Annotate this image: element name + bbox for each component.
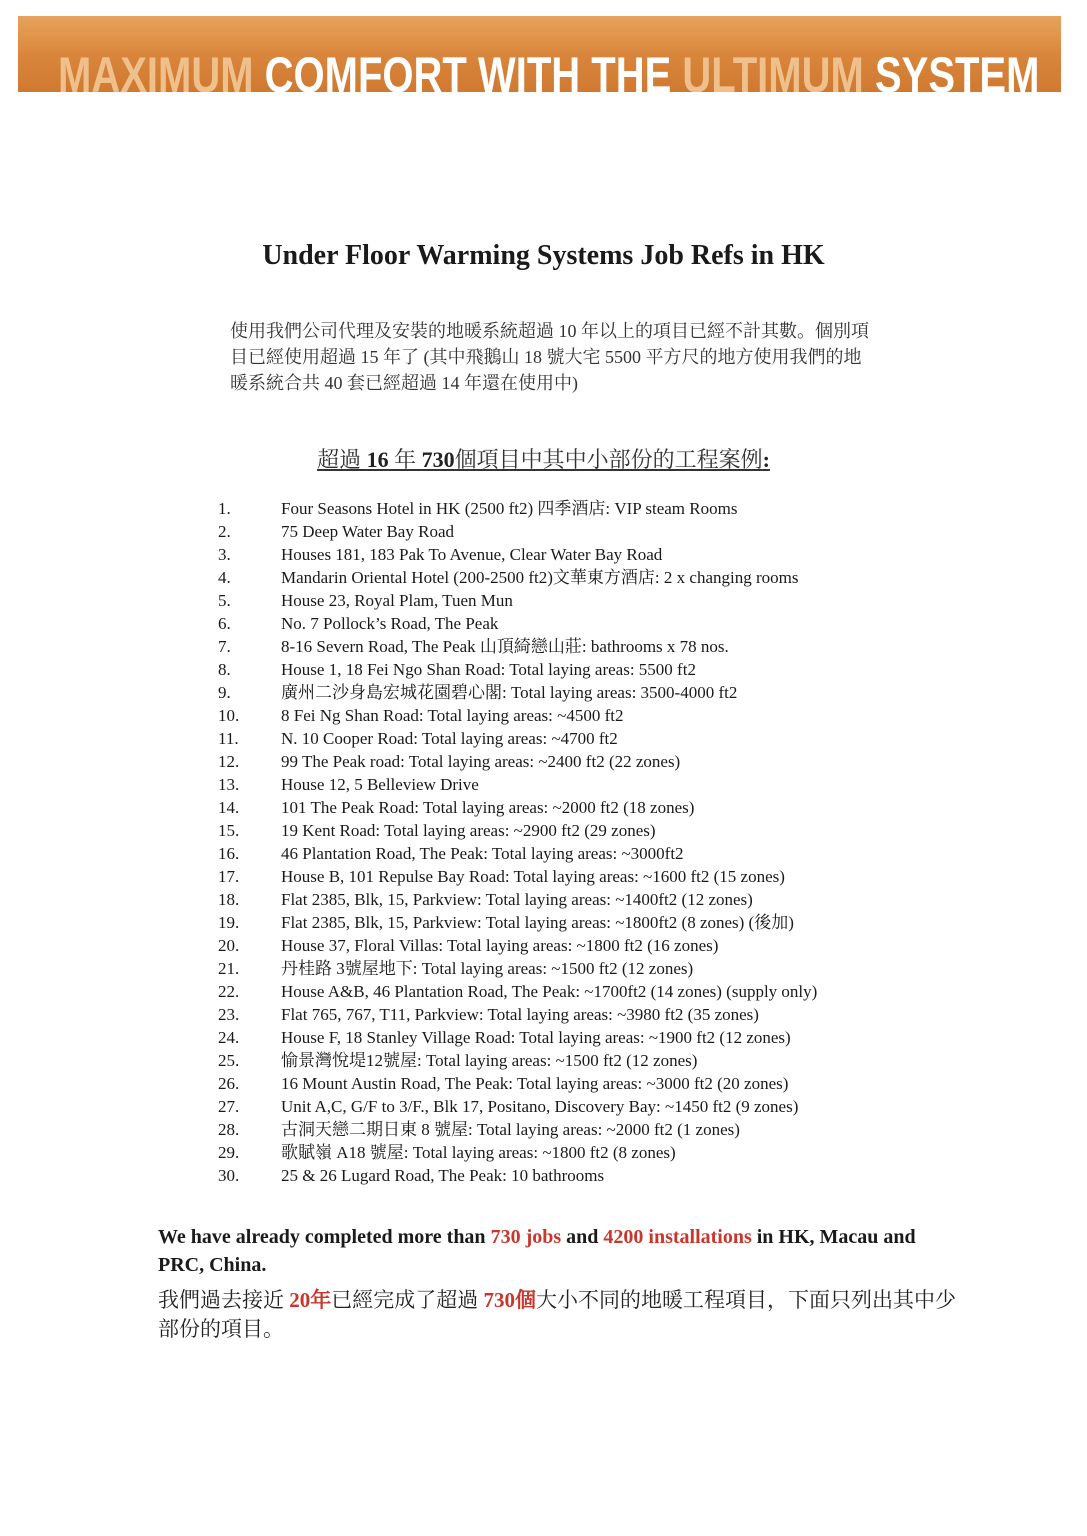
list-item (218, 1003, 817, 1026)
list-item-number: 23. (218, 1005, 240, 1024)
list-item-number: 28. (218, 1120, 240, 1139)
list-item-number: 9. (218, 683, 231, 702)
list-item-text: 101 The Peak Road: Total laying areas: ~2000 ft2 (18 zones) (281, 798, 695, 817)
list-item-number: 22. (218, 982, 240, 1001)
list-item-text: 歌賦嶺 A18 號屋: Total laying areas: ~1800 ft2 (8 zones) (281, 1143, 676, 1162)
list-item-text: 丹桂路 3號屋地下: Total laying areas: ~1500 ft2 (12 zones) (281, 959, 694, 978)
list-item (218, 796, 817, 819)
list-item-text: No. 7 Pollock’s Road, The Peak (281, 614, 499, 633)
list-item-text: 19 Kent Road: Total laying areas: ~2900 ft2 (29 zones) (281, 821, 656, 840)
list-item-number: 8. (218, 660, 231, 679)
list-item-number: 17. (218, 867, 240, 886)
closing-part-1: We have already completed more than (158, 1226, 491, 1248)
subhead-colon: : (762, 447, 770, 472)
list-item (218, 681, 817, 704)
list-item-number: 29. (218, 1143, 240, 1162)
list-item-number: 13. (218, 775, 240, 794)
list-item (218, 612, 817, 635)
list-item-text: 愉景灣悅堤12號屋: Total laying areas: ~1500 ft2 (12 zones) (281, 1051, 698, 1070)
list-item (218, 1095, 817, 1118)
list-item-number: 7. (218, 637, 231, 656)
list-item-text: 46 Plantation Road, The Peak: Total laying areas: ~3000ft2 (281, 844, 684, 863)
list-item-text: 75 Deep Water Bay Road (281, 522, 454, 541)
intro-paragraph: 使用我們公司代理及安裝的地暖系統超過 10 年以上的項目已經不計其數。個別項目已經使用超過 15 年了 (其中飛鵝山 18 號大宅 5500 平方尺的地方使用我們的地暖系統合共 40 套已經超過 14 年還在使用中) (230, 321, 869, 393)
list-item (218, 819, 817, 842)
list-item-number: 27. (218, 1097, 240, 1116)
banner-word-maximum: MAXIMUM (58, 47, 254, 92)
closing-cn-part-2: 已經完成了超過 (331, 1288, 484, 1312)
list-item (218, 566, 817, 589)
closing-cn-count: 730個 (483, 1288, 536, 1312)
closing-statement (158, 1223, 958, 1279)
list-item-number: 24. (218, 1028, 240, 1047)
list-item-text: Flat 2385, Blk, 15, Parkview: Total laying areas: ~1400ft2 (12 zones) (281, 890, 753, 909)
list-item (218, 1141, 817, 1164)
list-item-text: House B, 101 Repulse Bay Road: Total laying areas: ~1600 ft2 (15 zones) (281, 867, 785, 886)
list-item (218, 543, 817, 566)
list-item (218, 773, 817, 796)
list-item-number: 11. (218, 729, 239, 748)
list-item-text: 16 Mount Austin Road, The Peak: Total laying areas: ~3000 ft2 (20 zones) (281, 1074, 789, 1093)
list-item-number: 26. (218, 1074, 240, 1093)
list-item (218, 727, 817, 750)
list-item (218, 1049, 817, 1072)
closing-cn-part-1: 我們過去接近 (158, 1288, 290, 1312)
subhead-pre: 超過 (317, 447, 367, 472)
list-item-text: 古洞天戀二期日東 8 號屋: Total laying areas: ~2000 ft2 (1 zones) (281, 1120, 740, 1139)
list-item (218, 1164, 817, 1187)
banner-word-system: SYSTEM (874, 47, 1040, 92)
banner-word-comfort: COMFORT WITH THE (264, 47, 672, 92)
list-item-text: House 1, 18 Fei Ngo Shan Road: Total laying areas: 5500 ft2 (281, 660, 696, 679)
subhead-years: 16 (366, 447, 389, 472)
list-item (218, 842, 817, 865)
list-item-text: Mandarin Oriental Hotel (200-2500 ft2)文華東方酒店: 2 x changing rooms (281, 568, 799, 587)
list-item (218, 750, 817, 773)
list-item (218, 589, 817, 612)
list-item-text: House F, 18 Stanley Village Road: Total laying areas: ~1900 ft2 (12 zones) (281, 1028, 791, 1047)
header-banner (18, 16, 1061, 92)
list-item (218, 1118, 817, 1141)
list-item (218, 980, 817, 1003)
list-item-text: Houses 181, 183 Pak To Avenue, Clear Water Bay Road (281, 545, 663, 564)
list-item (218, 865, 817, 888)
list-item-text: 廣州二沙身島宏城花園碧心閣: Total laying areas: 3500-4000 ft2 (281, 683, 738, 702)
subhead-post: 個項目中其中小部份的工程案例 (454, 447, 763, 472)
list-item (218, 1072, 817, 1095)
list-item-number: 14. (218, 798, 240, 817)
list-item (218, 1026, 817, 1049)
banner-word-ultimum: ULTIMUM (682, 47, 864, 92)
closing-part-3: in HK, Macau and PRC, China. (158, 1226, 916, 1276)
list-item-number: 30. (218, 1166, 240, 1185)
list-item-number: 20. (218, 936, 240, 955)
list-item-text: 8 Fei Ng Shan Road: Total laying areas: ~4500 ft2 (281, 706, 624, 725)
list-item-text: Unit A,C, G/F to 3/F., Blk 17, Positano, Discovery Bay: ~1450 ft2 (9 zones) (281, 1097, 799, 1116)
list-item-text: 99 The Peak road: Total laying areas: ~2400 ft2 (22 zones) (281, 752, 681, 771)
banner-slogan (58, 47, 1040, 92)
list-item-text: 25 & 26 Lugard Road, The Peak: 10 bathrooms (281, 1166, 605, 1185)
list-item-text: House 12, 5 Belleview Drive (281, 775, 479, 794)
closing-statement-chinese (158, 1286, 958, 1344)
subhead-mid: 年 (388, 447, 422, 472)
section-heading (0, 444, 1087, 476)
list-item-number: 6. (218, 614, 231, 633)
list-item-text: Flat 2385, Blk, 15, Parkview: Total laying areas: ~1800ft2 (8 zones) (後加) (281, 913, 794, 932)
list-item-text: N. 10 Cooper Road: Total laying areas: ~4700 ft2 (281, 729, 618, 748)
list-item-text: House 37, Floral Villas: Total laying areas: ~1800 ft2 (16 zones) (281, 936, 719, 955)
list-item (218, 497, 817, 520)
list-item (218, 635, 817, 658)
list-item (218, 888, 817, 911)
closing-installations-count: 4200 installations (603, 1226, 752, 1248)
list-item-number: 25. (218, 1051, 240, 1070)
list-item-number: 4. (218, 568, 231, 587)
list-item-number: 12. (218, 752, 240, 771)
closing-cn-years: 20年 (289, 1288, 332, 1312)
list-item-number: 16. (218, 844, 240, 863)
list-item-number: 18. (218, 890, 240, 909)
list-item (218, 704, 817, 727)
list-item-text: House A&B, 46 Plantation Road, The Peak: ~1700ft2 (14 zones) (supply only) (281, 982, 818, 1001)
list-item-number: 5. (218, 591, 231, 610)
page-title: Under Floor Warming Systems Job Refs in HK (262, 240, 825, 271)
list-item-number: 15. (218, 821, 240, 840)
list-item (218, 520, 817, 543)
list-item-number: 2. (218, 522, 231, 541)
list-item (218, 934, 817, 957)
list-item-number: 19. (218, 913, 240, 932)
list-item-text: Four Seasons Hotel in HK (2500 ft2) 四季酒店: VIP steam Rooms (281, 499, 738, 518)
list-item (218, 957, 817, 980)
list-item (218, 658, 817, 681)
list-item-number: 21. (218, 959, 240, 978)
list-item (218, 911, 817, 934)
job-reference-list (218, 497, 817, 1187)
closing-part-2: and (561, 1226, 604, 1248)
list-item-number: 10. (218, 706, 240, 725)
closing-cn-part-3: 大小不同的地暖工程項目，下面只列出其中少部份的項目。 (158, 1288, 956, 1341)
list-item-text: Flat 765, 767, T11, Parkview: Total laying areas: ~3980 ft2 (35 zones) (281, 1005, 759, 1024)
subhead-count: 730 (421, 447, 455, 472)
list-item-text: 8-16 Severn Road, The Peak 山頂綺戀山莊: bathrooms x 78 nos. (281, 637, 729, 656)
list-item-number: 1. (218, 499, 231, 518)
list-item-number: 3. (218, 545, 231, 564)
list-item-text: House 23, Royal Plam, Tuen Mun (281, 591, 513, 610)
closing-jobs-count: 730 jobs (490, 1226, 562, 1248)
